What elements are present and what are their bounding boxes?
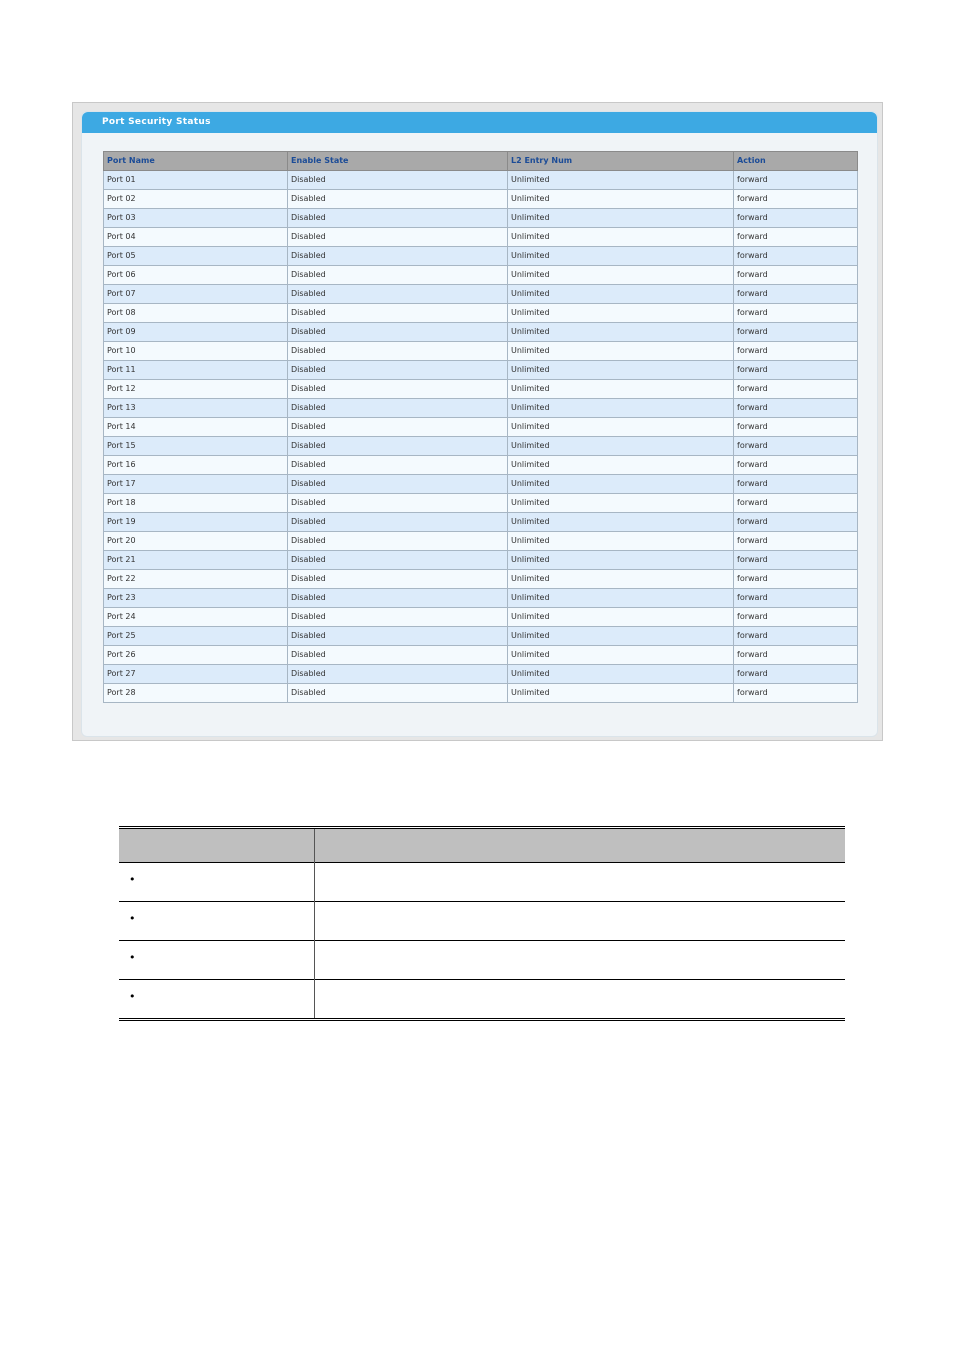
cell-port-name: Port 19 <box>104 513 288 532</box>
cell-port-name: Port 09 <box>104 323 288 342</box>
cell-port-name: Port 14 <box>104 418 288 437</box>
cell-action: forward <box>734 475 858 494</box>
cell-port-name: Port 02 <box>104 190 288 209</box>
cell-action: forward <box>734 608 858 627</box>
table-row <box>104 684 858 703</box>
table-row <box>104 589 858 608</box>
description-text-cell <box>315 902 846 941</box>
cell-l2-entry-num: Unlimited <box>508 304 734 323</box>
cell-port-name: Port 28 <box>104 684 288 703</box>
column-header-enable-state: Enable State <box>288 152 508 171</box>
cell-l2-entry-num: Unlimited <box>508 361 734 380</box>
table-row <box>104 608 858 627</box>
table-row <box>104 627 858 646</box>
cell-l2-entry-num: Unlimited <box>508 551 734 570</box>
cell-port-name: Port 10 <box>104 342 288 361</box>
cell-enable-state: Disabled <box>288 646 508 665</box>
cell-enable-state: Disabled <box>288 608 508 627</box>
description-header-row <box>119 828 845 863</box>
description-header-description <box>315 828 846 863</box>
cell-enable-state: Disabled <box>288 684 508 703</box>
cell-action: forward <box>734 247 858 266</box>
cell-l2-entry-num: Unlimited <box>508 171 734 190</box>
cell-enable-state: Disabled <box>288 627 508 646</box>
cell-enable-state: Disabled <box>288 418 508 437</box>
description-text-cell <box>315 980 846 1020</box>
table-row <box>104 342 858 361</box>
bullet-icon: • <box>129 990 136 1003</box>
cell-l2-entry-num: Unlimited <box>508 266 734 285</box>
table-row <box>104 323 858 342</box>
cell-l2-entry-num: Unlimited <box>508 247 734 266</box>
cell-port-name: Port 18 <box>104 494 288 513</box>
cell-port-name: Port 12 <box>104 380 288 399</box>
cell-port-name: Port 20 <box>104 532 288 551</box>
cell-l2-entry-num: Unlimited <box>508 646 734 665</box>
cell-enable-state: Disabled <box>288 228 508 247</box>
cell-action: forward <box>734 323 858 342</box>
cell-l2-entry-num: Unlimited <box>508 342 734 361</box>
cell-l2-entry-num: Unlimited <box>508 589 734 608</box>
cell-port-name: Port 22 <box>104 570 288 589</box>
cell-action: forward <box>734 399 858 418</box>
cell-action: forward <box>734 589 858 608</box>
table-row <box>104 437 858 456</box>
table-header-row <box>104 152 858 171</box>
cell-l2-entry-num: Unlimited <box>508 456 734 475</box>
cell-enable-state: Disabled <box>288 475 508 494</box>
cell-enable-state: Disabled <box>288 285 508 304</box>
cell-l2-entry-num: Unlimited <box>508 665 734 684</box>
bullet-icon: • <box>129 912 136 925</box>
description-object-cell <box>119 941 315 980</box>
cell-action: forward <box>734 646 858 665</box>
panel-title: Port Security Status <box>82 112 877 133</box>
cell-enable-state: Disabled <box>288 361 508 380</box>
cell-port-name: Port 16 <box>104 456 288 475</box>
cell-port-name: Port 08 <box>104 304 288 323</box>
cell-action: forward <box>734 437 858 456</box>
cell-l2-entry-num: Unlimited <box>508 513 734 532</box>
cell-action: forward <box>734 513 858 532</box>
description-text-cell <box>315 863 846 902</box>
cell-l2-entry-num: Unlimited <box>508 323 734 342</box>
table-row <box>104 494 858 513</box>
bullet-icon: • <box>129 873 136 886</box>
cell-enable-state: Disabled <box>288 342 508 361</box>
table-row <box>104 285 858 304</box>
table-row <box>104 209 858 228</box>
cell-l2-entry-num: Unlimited <box>508 437 734 456</box>
cell-action: forward <box>734 570 858 589</box>
table-row <box>104 266 858 285</box>
table-row <box>104 570 858 589</box>
table-row <box>104 551 858 570</box>
cell-enable-state: Disabled <box>288 266 508 285</box>
cell-action: forward <box>734 304 858 323</box>
cell-port-name: Port 01 <box>104 171 288 190</box>
cell-port-name: Port 26 <box>104 646 288 665</box>
cell-port-name: Port 13 <box>104 399 288 418</box>
cell-port-name: Port 15 <box>104 437 288 456</box>
cell-port-name: Port 04 <box>104 228 288 247</box>
table-row <box>104 247 858 266</box>
table-row <box>104 665 858 684</box>
table-row <box>104 418 858 437</box>
table-row <box>104 532 858 551</box>
description-row <box>119 863 845 902</box>
column-header-port-name: Port Name <box>104 152 288 171</box>
table-row <box>104 475 858 494</box>
cell-action: forward <box>734 627 858 646</box>
cell-enable-state: Disabled <box>288 665 508 684</box>
cell-enable-state: Disabled <box>288 513 508 532</box>
cell-enable-state: Disabled <box>288 570 508 589</box>
cell-enable-state: Disabled <box>288 304 508 323</box>
description-row <box>119 902 845 941</box>
cell-action: forward <box>734 190 858 209</box>
cell-port-name: Port 06 <box>104 266 288 285</box>
screenshot-frame <box>72 102 883 741</box>
cell-action: forward <box>734 551 858 570</box>
table-row <box>104 304 858 323</box>
cell-port-name: Port 23 <box>104 589 288 608</box>
cell-enable-state: Disabled <box>288 437 508 456</box>
cell-port-name: Port 24 <box>104 608 288 627</box>
port-security-status-panel <box>81 111 878 737</box>
table-row <box>104 228 858 247</box>
cell-action: forward <box>734 532 858 551</box>
cell-action: forward <box>734 494 858 513</box>
cell-l2-entry-num: Unlimited <box>508 494 734 513</box>
cell-enable-state: Disabled <box>288 380 508 399</box>
cell-port-name: Port 05 <box>104 247 288 266</box>
cell-l2-entry-num: Unlimited <box>508 608 734 627</box>
description-object-cell <box>119 863 315 902</box>
cell-l2-entry-num: Unlimited <box>508 380 734 399</box>
cell-enable-state: Disabled <box>288 494 508 513</box>
cell-action: forward <box>734 285 858 304</box>
cell-action: forward <box>734 684 858 703</box>
cell-action: forward <box>734 209 858 228</box>
cell-action: forward <box>734 266 858 285</box>
cell-enable-state: Disabled <box>288 190 508 209</box>
cell-port-name: Port 17 <box>104 475 288 494</box>
cell-l2-entry-num: Unlimited <box>508 627 734 646</box>
cell-l2-entry-num: Unlimited <box>508 532 734 551</box>
table-row <box>104 456 858 475</box>
cell-enable-state: Disabled <box>288 532 508 551</box>
cell-l2-entry-num: Unlimited <box>508 475 734 494</box>
cell-enable-state: Disabled <box>288 399 508 418</box>
description-table <box>119 826 845 1021</box>
cell-port-name: Port 07 <box>104 285 288 304</box>
cell-enable-state: Disabled <box>288 456 508 475</box>
description-object-cell <box>119 980 315 1020</box>
cell-l2-entry-num: Unlimited <box>508 570 734 589</box>
cell-port-name: Port 25 <box>104 627 288 646</box>
cell-enable-state: Disabled <box>288 171 508 190</box>
table-row <box>104 380 858 399</box>
cell-l2-entry-num: Unlimited <box>508 684 734 703</box>
cell-l2-entry-num: Unlimited <box>508 399 734 418</box>
description-header-object <box>119 828 315 863</box>
table-row <box>104 171 858 190</box>
description-row <box>119 941 845 980</box>
cell-l2-entry-num: Unlimited <box>508 228 734 247</box>
column-header-action: Action <box>734 152 858 171</box>
description-object-cell <box>119 902 315 941</box>
table-row <box>104 399 858 418</box>
description-text-cell <box>315 941 846 980</box>
cell-action: forward <box>734 665 858 684</box>
table-row <box>104 361 858 380</box>
column-header-l2-entry-num: L2 Entry Num <box>508 152 734 171</box>
cell-enable-state: Disabled <box>288 247 508 266</box>
cell-action: forward <box>734 228 858 247</box>
cell-port-name: Port 11 <box>104 361 288 380</box>
cell-enable-state: Disabled <box>288 209 508 228</box>
bullet-icon: • <box>129 951 136 964</box>
cell-enable-state: Disabled <box>288 323 508 342</box>
cell-action: forward <box>734 361 858 380</box>
table-row <box>104 513 858 532</box>
cell-action: forward <box>734 456 858 475</box>
cell-action: forward <box>734 342 858 361</box>
cell-port-name: Port 03 <box>104 209 288 228</box>
cell-l2-entry-num: Unlimited <box>508 285 734 304</box>
cell-l2-entry-num: Unlimited <box>508 418 734 437</box>
port-security-table <box>103 151 858 703</box>
cell-action: forward <box>734 418 858 437</box>
cell-l2-entry-num: Unlimited <box>508 190 734 209</box>
cell-action: forward <box>734 380 858 399</box>
table-row <box>104 190 858 209</box>
cell-l2-entry-num: Unlimited <box>508 209 734 228</box>
cell-port-name: Port 21 <box>104 551 288 570</box>
table-row <box>104 646 858 665</box>
description-row <box>119 980 845 1020</box>
cell-port-name: Port 27 <box>104 665 288 684</box>
cell-enable-state: Disabled <box>288 551 508 570</box>
cell-action: forward <box>734 171 858 190</box>
cell-enable-state: Disabled <box>288 589 508 608</box>
